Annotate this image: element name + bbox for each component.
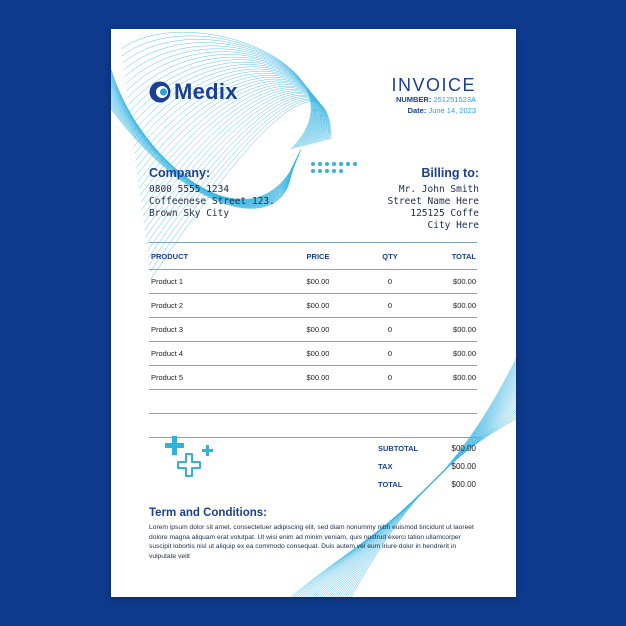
subtotal-label: SUBTOTAL [378, 443, 419, 453]
totals-block [378, 439, 476, 493]
product-qty: 0 [354, 366, 426, 390]
total-row [378, 475, 476, 493]
product-price: $00.00 [282, 366, 354, 390]
tax-label: TAX [378, 461, 393, 471]
company-street: Coffeenese Street 123. [149, 196, 275, 207]
product-qty: 0 [354, 270, 426, 294]
terms-heading: Term and Conditions: [149, 507, 267, 519]
logo-mark-icon [149, 81, 171, 103]
billing-heading: Billing to: [421, 166, 479, 180]
company-address [149, 184, 275, 220]
header-product: PRODUCT [149, 243, 282, 270]
tax-value: $00.00 [451, 461, 476, 471]
product-price: $00.00 [282, 342, 354, 366]
subtotal-row [378, 439, 476, 457]
product-price: $00.00 [282, 270, 354, 294]
billing-street: Street Name Here [387, 196, 479, 207]
billing-address [387, 184, 479, 232]
billing-name: Mr. John Smith [398, 184, 479, 195]
products-table [149, 242, 477, 438]
product-total: $00.00 [426, 318, 477, 342]
product-total: $00.00 [426, 366, 477, 390]
product-name: Product 5 [149, 366, 282, 390]
header-price: PRICE [282, 243, 354, 270]
company-phone: 0800 5555 1234 [149, 184, 230, 195]
total-label: TOTAL [378, 479, 403, 489]
invoice-date [408, 106, 476, 115]
table-row [149, 366, 477, 390]
table-row-empty [149, 390, 477, 414]
total-value: $00.00 [451, 479, 476, 489]
product-name: Product 3 [149, 318, 282, 342]
product-name: Product 1 [149, 270, 282, 294]
product-price: $00.00 [282, 318, 354, 342]
terms-text: Lorem ipsum dolor sit amet, consectetuer adipiscing elit, sed diam nonummy nibh euismod tincidunt ut laoreet dolore magna aliquam erat volutpat. Ut wisi enim ad minim veniam, quis nostrud exerci tation ullamcorper suscipit lobortis nisl ut aliquip ex ea commodo consequat. Duis autem vel eum iriure dolor in hendrerit in vulputate velit [149, 524, 474, 560]
table-row [149, 270, 477, 294]
brand-name: Medix [174, 79, 238, 104]
table-row [149, 342, 477, 366]
brand-logo [149, 79, 238, 105]
billing-city: City Here [427, 220, 479, 231]
invoice-number-label: NUMBER: [395, 95, 432, 104]
product-qty: 0 [354, 342, 426, 366]
tax-row [378, 457, 476, 475]
company-city: Brown Sky City [149, 208, 230, 219]
subtotal-value: $00.00 [451, 443, 476, 453]
product-name: Product 4 [149, 342, 282, 366]
invoice-page [111, 29, 516, 597]
product-total: $00.00 [426, 270, 477, 294]
table-row [149, 294, 477, 318]
invoice-number-value: 251251523A [433, 95, 476, 104]
header-total: TOTAL [426, 243, 477, 270]
table-row [149, 318, 477, 342]
header-qty: QTY [354, 243, 426, 270]
product-qty: 0 [354, 318, 426, 342]
invoice-title: INVOICE [391, 75, 476, 95]
invoice-date-value: June 14, 2023 [428, 106, 476, 115]
dot-pattern-icon [311, 162, 357, 173]
product-price: $00.00 [282, 294, 354, 318]
invoice-number [396, 95, 476, 104]
medical-cross-icon [163, 434, 223, 484]
company-heading: Company: [149, 166, 211, 180]
product-total: $00.00 [426, 294, 477, 318]
table-header-row [149, 243, 477, 270]
product-qty: 0 [354, 294, 426, 318]
product-total: $00.00 [426, 342, 477, 366]
product-name: Product 2 [149, 294, 282, 318]
invoice-date-label: Date: [407, 106, 427, 115]
billing-postcode: 125125 Coffe [410, 208, 479, 219]
